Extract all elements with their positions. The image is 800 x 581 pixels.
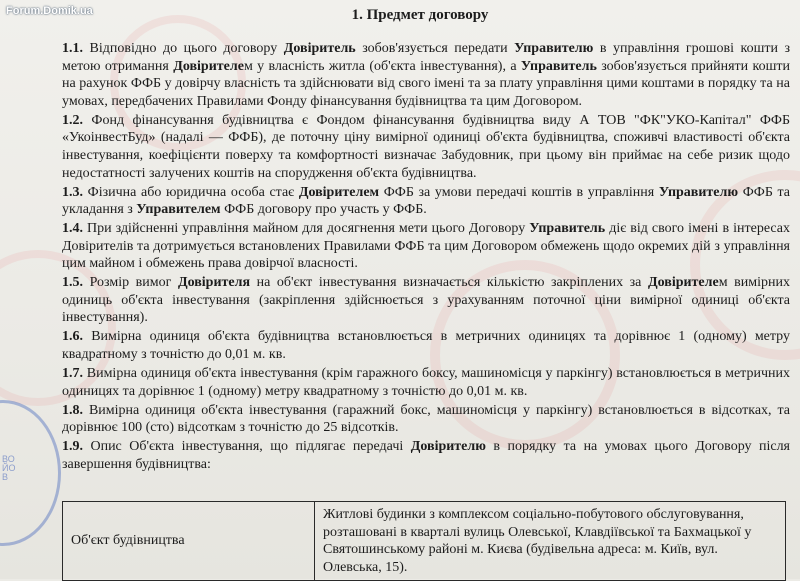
clause-text: Фонд фінансування будівництва є Фондом фінансування будівництва виду А ТОВ "ФК"УКО-Капітал" ФФБ «УкоінвестБуд» (надалі — ФФБ), де поточну ціну вимірної одиниці об'єкта будівництва, споживчі властивості об'єкта інвестування, коефіцієнти поверху та комфортності визначає Забудовник, при цьому він приймає на себе ризик щодо недостатності залучених коштів на спорудження об'єкта будівництва. bbox=[62, 112, 790, 181]
clause-text: Вимірна одиниця об'єкта будівництва встановлюється в метричних одиницях та дорівнює 1 (одному) метру квадратному з точністю до 0,01 м. кв. bbox=[62, 329, 790, 363]
clause-number: 1.8. bbox=[62, 402, 83, 418]
clause-text: на об'єкт інвестування визначається кількістю закріплених за bbox=[250, 275, 648, 291]
clause-1-3 bbox=[62, 184, 790, 219]
section-title: 1. Предмет договору bbox=[351, 7, 489, 23]
clause-text: зобов'язується передати bbox=[355, 41, 515, 56]
bold-term: Довірителя bbox=[177, 275, 251, 291]
clause-1-8 bbox=[62, 402, 790, 437]
clause-text: діє від свого імені в інтересах Довірителів та дотримується встановлених Правилами ФФБ та цим Договором обмежень щодо окремих дій з управління цим майном і обмежень права довірчої власності. bbox=[62, 221, 790, 272]
clause-text: зобов'язується прийняти кошти на рахунок ФФБ у довірчу власність та здійснювати від свого імені та за плату управління цими коштами в порядку та на умовах, передбачених Правилами Фонду фінансування будівництва та цим Договором. bbox=[62, 58, 791, 109]
clause-text: Фізична або юридична особа стає bbox=[83, 184, 299, 200]
clause-text: Вимірна одиниця об'єкта інвестування (гаражний бокс, машиномісця у паркінгу) встановлюється в відсотках, та дорівнює 100 (сто) відсоткам з точністю до 25 відсотків. bbox=[62, 402, 790, 436]
clause-number: 1.9. bbox=[62, 439, 83, 455]
bold-term: Управителем bbox=[136, 202, 221, 218]
clause-text: ФФБ за умови передачі коштів в управління bbox=[379, 184, 659, 200]
clauses-list bbox=[62, 40, 790, 473]
clause-text: Опис Об'єкта інвестування, що підлягає передачі bbox=[83, 439, 411, 455]
table-row bbox=[63, 502, 786, 581]
clause-text: ФФБ та укладання з bbox=[62, 184, 791, 218]
bold-term: Управителю bbox=[514, 41, 594, 56]
clause-text: При здійсненні управління майном для досягнення мети цього Договору bbox=[83, 221, 530, 237]
clause-number: 1.6. bbox=[62, 329, 83, 345]
bold-term: Довірителе bbox=[173, 58, 244, 74]
watermark: Forum.Domik.ua bbox=[6, 5, 93, 17]
clause-1-1 bbox=[62, 40, 790, 110]
bold-term: Довірителем bbox=[298, 184, 380, 200]
clause-text: ФФБ договору про участь у ФФБ. bbox=[220, 202, 427, 218]
clause-number: 1.4. bbox=[62, 221, 83, 237]
seal-lettering: ВОЙОВ bbox=[2, 454, 16, 482]
bold-term: Довірителе bbox=[647, 275, 719, 291]
clause-number: 1.2. bbox=[62, 112, 83, 128]
clause-number: 1.5. bbox=[62, 275, 83, 291]
clause-text: м у власність житла (об'єкта інвестування), а bbox=[243, 58, 521, 74]
bold-term: Довірителю bbox=[410, 439, 486, 455]
table-value-cell: Житлові будинки з комплексом соціально-побутового обслуговування, розташовані в кварталі вулиць Олевської, Клавдіївської та Бахмацької у Святошинському районі м. Києва (будівельна адреса: м. Київ, вул. Олевська, 15). bbox=[315, 502, 786, 581]
clause-text: Відповідно до цього договору bbox=[83, 41, 284, 56]
clause-text: в управління грошові кошти з метою отримання bbox=[62, 41, 790, 74]
clause-1-6 bbox=[62, 328, 790, 363]
clause-text: Вимірна одиниця об'єкта інвестування (крім гаражного боксу, машиномісця у паркінгу) встановлюється в метричних одиницях та дорівнює 1 (одному) метру квадратному з точністю до 0,01 м. кв. bbox=[62, 366, 790, 399]
clause-1-4 bbox=[62, 220, 790, 273]
clause-text: в порядку та на умовах цього Договору після завершення будівництва: bbox=[62, 439, 790, 472]
object-description-table bbox=[62, 501, 786, 581]
bold-term: Довіритель bbox=[283, 41, 356, 56]
clause-text: м вимірних одиниць об'єкта інвестування (закріплення здійснюється з урахуванням поточної ціни вимірної одиниці об'єкта інвестування). bbox=[62, 275, 790, 326]
blue-seal-stamp bbox=[0, 400, 61, 546]
clause-1-9 bbox=[62, 438, 790, 473]
clause-number: 1.7. bbox=[62, 366, 83, 382]
table-key-cell: Об'єкт будівництва bbox=[63, 502, 315, 581]
bold-term: Управителю bbox=[658, 184, 739, 200]
clause-number: 1.3. bbox=[62, 184, 83, 200]
bold-term: Управитель bbox=[520, 58, 597, 74]
clause-1-2 bbox=[62, 112, 790, 182]
bold-term: Управитель bbox=[529, 221, 606, 237]
clause-1-5 bbox=[62, 274, 790, 327]
clause-number: 1.1. bbox=[62, 41, 83, 56]
clause-1-7 bbox=[62, 365, 790, 400]
clause-text: Розмір вимог bbox=[83, 275, 178, 291]
